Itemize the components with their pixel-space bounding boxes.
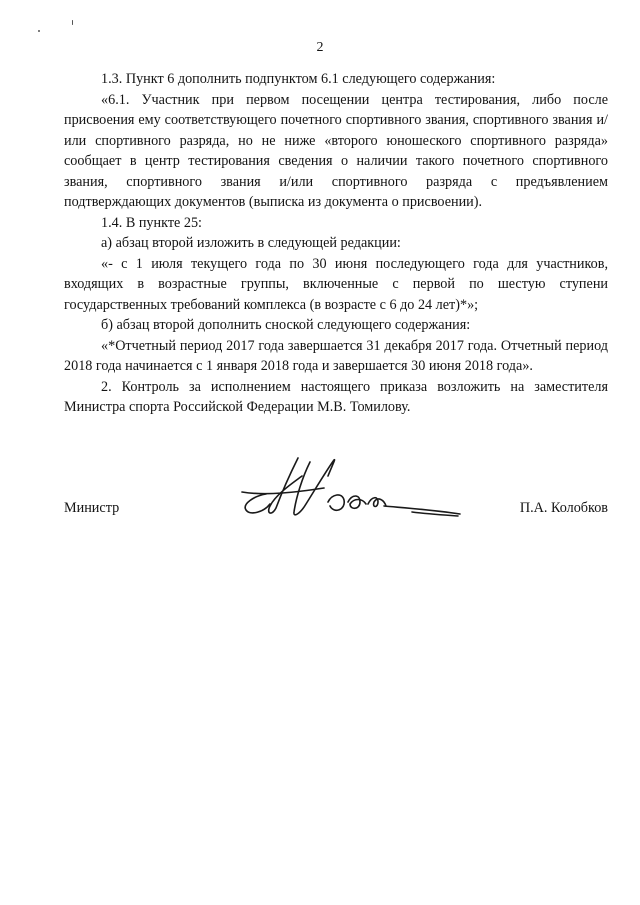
paragraph-footnote-text: «*Отчетный период 2017 года завершается 31 декабря 2017 года. Отчетный период 2018 года начинается с 1 января 2018 года и завершается 30 июня 2018 года». <box>64 337 608 374</box>
paragraph-2: 2. Контроль за исполнением настоящего приказа возложить на заместителя Министра спорта Российской Федерации М.В. Томилову. <box>64 378 608 415</box>
document-body <box>64 69 608 418</box>
signatory-name: П.А. Колобков <box>519 500 608 516</box>
scan-speck <box>72 20 73 25</box>
paragraph-1-3: 1.3. Пункт 6 дополнить подпунктом 6.1 следующего содержания: <box>101 71 496 87</box>
handwritten-signature <box>236 452 466 524</box>
paragraph-1-4-b: б) абзац второй дополнить сноской следующего содержания: <box>101 317 471 333</box>
signatory-position: Министр <box>64 500 120 516</box>
paragraph-1-4-a-text: «- с 1 июля текущего года по 30 июня последующего года для участников, входящих в возрастные группы, включенные с первой по шестую ступени государственных требований комплекса (в возрасте с 6 до 24 лет)*»; <box>64 255 608 313</box>
paragraph-6-1-text: «6.1. Участник при первом посещении центра тестирования, либо после присвоения ему соответствующего почетного спортивного звания, спортивного звания и/или спортивного разряда, но не ниже «второго юношеского спортивного разряда» сообщает в центр тестирования сведения о наличии такого почетного спортивного звания, спортивного звания и/или спортивного разряда с предъявлением подтверждающих документов (выписка из документа о присвоении). <box>64 91 608 210</box>
paragraph-1-4-a: а) абзац второй изложить в следующей редакции: <box>101 235 401 251</box>
scan-speck <box>38 30 40 32</box>
paragraph-1-4: 1.4. В пункте 25: <box>101 214 202 231</box>
page-number: 2 <box>316 40 324 55</box>
